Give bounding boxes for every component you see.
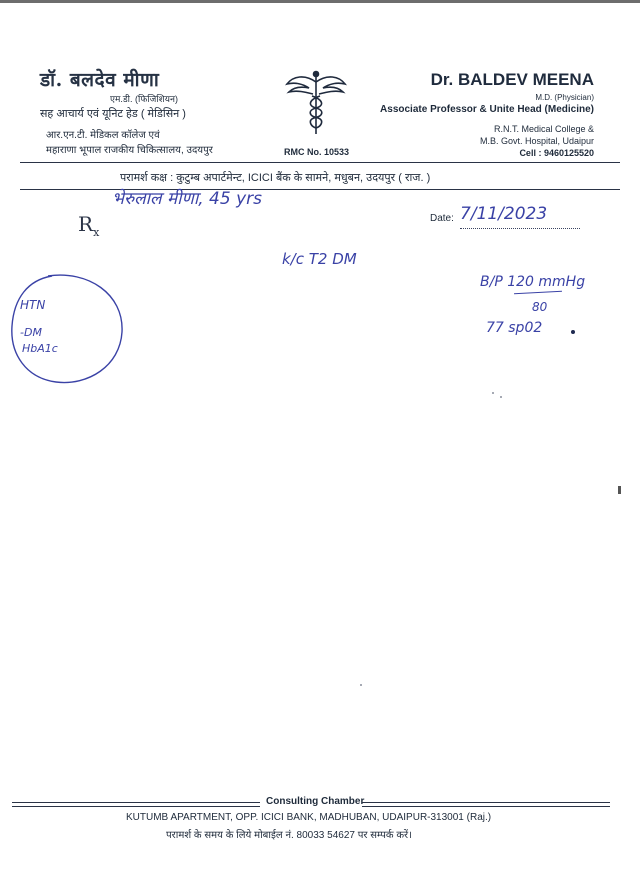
rx-symbol: $R_x$ [78,212,100,239]
rmc-number: RMC No. 10533 [284,147,350,157]
consultation-address-hindi: परामर्श कक्ष : कुटुम्ब अपार्टमेन्ट, ICICI बैंक के सामने, मधुबन, उदयपुर ( राज. ) [120,172,431,184]
handwritten-spo2: 77 sp02 [486,320,543,336]
scan-edge-mark [618,486,621,494]
handwritten-complaint: k/c T2 DM [282,250,357,268]
scan-speck [500,396,502,398]
header-divider-bottom [20,189,620,190]
scan-speck [360,684,362,686]
footer-address: KUTUMB APARTMENT, OPP. ICICI BANK, MADHUBAN, UDAIPUR-313001 (Raj.) [126,812,492,823]
title-hindi: सह आचार्य एवं यूनिट हेड ( मेडिसिन ) [40,108,186,120]
handwritten-date: 7/11/2023 [460,204,548,224]
handwritten-pulse: 80 [532,300,548,314]
circled-note-htn: HTN [20,298,46,312]
header-divider-top [20,162,620,163]
circled-note-hba1c: HbA1c [22,342,58,355]
handwritten-bp: B/P 120 mmHg [480,274,586,290]
scan-speck [492,392,494,394]
caduceus-icon [285,70,347,136]
title-english: Associate Professor & Unite Head (Medicine) [380,104,594,115]
handwritten-patient-name: भेरुलाल मीणा, 45 yrs [112,189,262,209]
scan-top-edge [0,0,640,3]
college-hindi-line1: आर.एन.टी. मेडिकल कॉलेज एवं [46,130,160,141]
degree-english: M.D. (Physician) [535,93,594,102]
circled-note-dm: -DM [20,326,42,339]
footer-rule-left [12,802,260,807]
ink-dot [571,330,575,334]
college-english-line1: R.N.T. Medical College & [493,124,594,134]
doctor-name-english: Dr. BALDEV MEENA [430,70,594,89]
bp-underline [514,291,562,295]
degree-hindi: एम.डी. (फिजिशियन) [110,94,178,104]
cell-number: Cell : 9460125520 [519,148,594,158]
college-english-line2: M.B. Govt. Hospital, Udaipur [479,136,594,146]
footer-phone-hindi: परामर्श के समय के लिये मोबाईल नं. 80033 54627 पर सम्पर्क करें। [166,830,412,841]
footer-title: Consulting Chamber [266,796,365,807]
doctor-name-hindi: डॉ. बलदेव मीणा [40,69,160,91]
date-line [460,228,580,229]
footer-rule-right [362,802,610,807]
date-label: Date: [430,213,454,224]
college-hindi-line2: महाराणा भूपाल राजकीय चिकित्सालय, उदयपुर [46,145,213,156]
